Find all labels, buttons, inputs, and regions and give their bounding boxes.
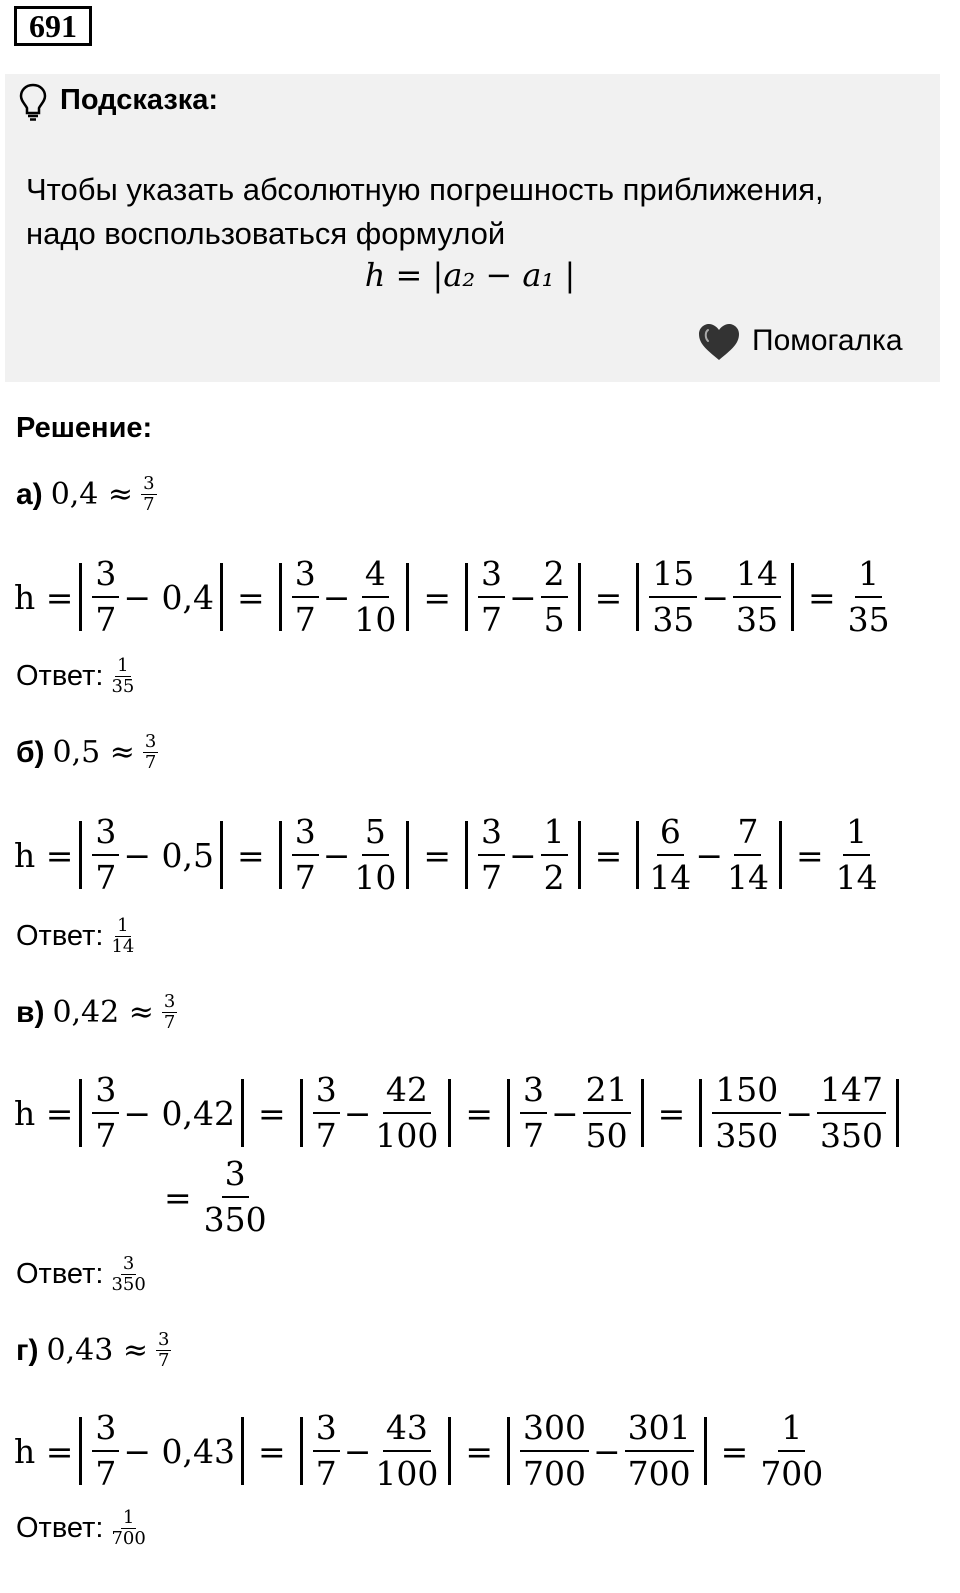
part-letter: а)	[16, 477, 43, 511]
part-a-answer	[16, 656, 134, 697]
answer-fraction: $\frac{3}{350}$	[111, 1253, 146, 1295]
answer-label: Ответ:	[16, 660, 104, 692]
answer-label: Ответ:	[16, 1258, 104, 1290]
hint-text-line-1: Чтобы указать абсолютную погрешность приближения,	[26, 172, 824, 207]
given-fraction: $\frac{3}{7}$	[163, 991, 176, 1033]
part-g-given	[16, 1330, 171, 1371]
given-value: 0,4 ≈	[50, 477, 134, 512]
part-v-result: = $\frac{3}{350}$	[164, 1154, 267, 1239]
task-number: 691	[14, 6, 92, 46]
part-v-given	[16, 992, 177, 1033]
hint-text-line-2: надо воспользоваться формулой	[26, 216, 506, 251]
given-fraction: $\frac{3}{7}$	[143, 473, 155, 515]
brand-label: Помогалка	[752, 324, 903, 357]
heart-icon	[697, 322, 741, 362]
answer-fraction: $\frac{1}{14}$	[111, 915, 135, 957]
given-fraction: $\frac{3}{7}$	[157, 1329, 170, 1371]
lightbulb-icon	[18, 82, 48, 122]
part-v-answer	[16, 1254, 146, 1295]
part-b-equation: h = $\frac{3}{7}$ − 0,5 = $\frac{3}{7}$ − $\frac{5}{10}$ = $\frac{3}{7}$ − $\frac{1}{2}$ = $\frac{6}{14}$ − $\frac{7}{14}$ = $\frac{1}{14}$	[14, 812, 878, 897]
answer-fraction: $\frac{1}{35}$	[111, 655, 135, 697]
solution-title: Решение:	[16, 412, 153, 444]
part-v-equation: h = $\frac{3}{7}$ − 0,42 = $\frac{3}{7}$ − $\frac{42}{100}$ = $\frac{3}{7}$ − $\frac{21}{50}$ = $\frac{150}{350}$ − $\frac{147}{350}$	[14, 1068, 905, 1158]
part-g-answer	[16, 1508, 146, 1549]
part-a-given	[16, 474, 157, 515]
given-value: 0,43 ≈	[46, 1333, 148, 1368]
answer-label: Ответ:	[16, 920, 104, 952]
hint-formula: h = |a₂ − a₁ |	[364, 256, 576, 294]
hint-text	[26, 168, 824, 256]
answer-fraction: $\frac{1}{700}$	[111, 1507, 146, 1549]
part-letter: б)	[16, 735, 45, 769]
answer-label: Ответ:	[16, 1512, 104, 1544]
part-a-equation: h = $\frac{3}{7}$ − 0,4 = $\frac{3}{7}$ − $\frac{4}{10}$ = $\frac{3}{7}$ − $\frac{2}{5}$ = $\frac{15}{35}$ − $\frac{14}{35}$ = $\frac{1}{35}$	[14, 554, 890, 639]
part-g-equation: h = $\frac{3}{7}$ − 0,43 = $\frac{3}{7}$ − $\frac{43}{100}$ = $\frac{300}{700}$ − $\frac{301}{700}$ = $\frac{1}{700}$	[14, 1408, 824, 1493]
given-fraction: $\frac{3}{7}$	[144, 731, 157, 773]
part-letter: в)	[16, 995, 45, 1029]
part-letter: г)	[16, 1333, 39, 1367]
part-b-answer	[16, 916, 134, 957]
part-b-given	[16, 732, 158, 773]
given-value: 0,5 ≈	[52, 735, 135, 770]
given-value: 0,42 ≈	[52, 995, 154, 1030]
hint-title: Подсказка:	[60, 84, 219, 116]
